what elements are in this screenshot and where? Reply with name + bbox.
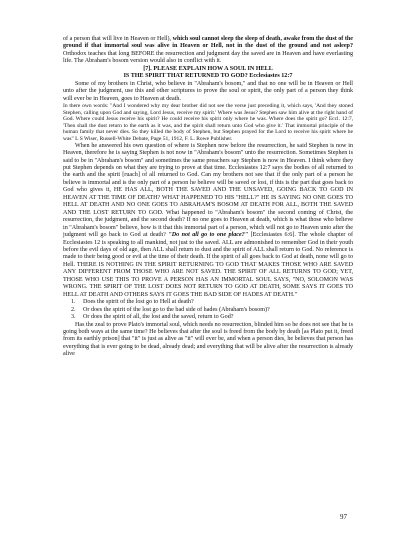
list-number: 1. xyxy=(71,299,76,306)
list-number: 2. xyxy=(71,306,76,313)
list-item xyxy=(71,314,353,321)
para1-tail: Orthodox teaches that long BEFORE the resurrection and judgment day the saved are in Heaven and have everlasting life. The Abraham's bosom version would also in conflict with it. xyxy=(63,50,353,65)
section-heading-line1: [7]. PLEASE EXPLAIN HOW A SOUL IN HELL xyxy=(143,65,273,72)
section-heading-line2: IS THE SPIRIT THAT RETURNED TO GOD? Ecclesiastes 12:7 xyxy=(123,73,293,80)
paragraph-continued xyxy=(63,36,353,66)
paragraph-3 xyxy=(63,143,353,300)
page-number: 97 xyxy=(340,513,347,521)
list-item-text: Or does the spirit of the lost go to the bad side of hades (Abraham's bosom)? xyxy=(83,306,270,313)
list-item xyxy=(71,306,353,314)
para3-main: When he answered his own question of where is Stephen now before the resurrection, he said Stephen is now in Heaven, therefore he is saying Stephen is not now in "Abraham's bosom" unto the resurrection. Sometimes Stephen is said to be in "Abraham's bosom" and sometimes the same preachers say Stephen is now in Heaven. I think where they put Stephen depends on what they are trying to prove at that time. Ecclesiastes 12:7 says the bodies of all returned to the earth and the spirit [ruach] of all returned to God. Can my brothers not see that if the only part of a person he believe is immortal and is the only part of a person he believe will be saved or lost, if this is the part that goes back to God who gives it, HE HAS ALL, BOTH THE SAVED AND THE UNSAVED, GOING BACK TO GOD IN HEAVEN AT THE TIME OF DEATH? WHAT HAPPENED TO HIS "HELL?" HE IS SAYING NO ONE GOES TO HELL AT DEATH AND NO ONE GOES TO ABRAHAM'S BOSOM AT DEATH FOR ALL, BOTH THE SAVED AND THE LOST RETURN TO GOD. What happened to "Abraham's bosom" the second coming of Christ, the resurrection, the judgment, and the second death? If no one goes to Heaven at death, which is what those who believe in "Abraham's bosom" believe, how is it that this immortal part of a person, which will not go to Heaven unto after the judgment will go back to God at death? xyxy=(63,142,353,239)
para3-tail: [Ecclesiastes 6:6]. The whole chapter of Ecclesiastes 12 is speaking to all mankind, not just to the saved. ALL are admonished to remember God in their youth before the evil days of old age, then ALL shall return to dust and the spirit of ALL shall return to God. No reference is made to their being good or evil at the time of their death. If the spirit of all goes back to God at death, none will go to Hell. THERE IS NOTHING IN THE SPIRIT RETURNING TO GOD THAT MAKES THOSE WHO ARE SAVED ANY DIFFERENT FROM THOSE WHO ARE NOT SAVED. THE SPIRIT OF ALL RETURNS TO GOD; YET, THOSE WHO USE THIS TO PROVE A PERSON HAS AN IMMORTAL SOUL SAYS, "NO, SOLOMON WAS WRONG. THE SPIRIT OF THE LOST DOES NOT RETURN TO GOD AT DEATH, SOME SAYS IT GOES TO HELL AT DEATH AND OTHERS SAYS IT GOES THE BAD SIDE OF HADES AT DEATH." xyxy=(63,232,353,298)
paragraph-4: Has the zeal to prove Plato's immortal soul, which needs no resurrection, blinded him so he does not see that he is going both ways at the same time? He believes that after the soul is freed from the body by death [as Plato put it, freed from its earthly prison] that "it" is just as alive as "it" will ever be, and when a person dies, he believes that person has everything that is ever going to be dead, already dead; and everything that will be alive after the resurrection is already alive xyxy=(63,321,353,358)
list-item-text: Or does the spirit of all, the lost and the saved, return to God? xyxy=(83,314,234,321)
para1-lead: of a person that will live in Heaven or Hell), xyxy=(63,36,173,42)
block-quote: In there own words: "And I wondered why my dear brother did not see the verse just preceding it, which says, 'And they stoned Stephen, calling upon God and saying, Lord Jesus, receive my spirit.' Where was Jesus? Stephen saw him alive at the right hand of God. Where could Jesus receive his spirit? He could receive his spirit only where he was. Where does the spirit go? Eccl. 12:7, 'Then shall the dust return to the earth as it was, and the spirit shall return unto God who give it.' That immortal principle of the human family that never dies. So they killed the body of Stephen, but Stephen prayed for the Lord to receive his spirit where he was" L S Wiser, Russell-White Debate, Page 51, 1912, F. L. Rowe Publisher. xyxy=(63,103,353,143)
para1-bold: which soul cannot sleep the sleep of death, awake from the dust of the ground if that immortal soul was alive in Heaven or Hell, not in the dust of the ground and not asleep? xyxy=(63,36,353,50)
list-number: 3. xyxy=(71,314,76,321)
body-text xyxy=(63,36,353,359)
list-item-text: Does the spirit of the lost go to Hell at death? xyxy=(83,299,194,306)
paragraph-2: Some of my brothers in Christ, who believe in "Abraham's bosom," and that no one will be in Heaven or Hell unto after the judgment, use this and other scriptures to prove the soul or spirit, the only part of a person they think will ever be in Heaven, goes to Heaven at death. xyxy=(63,80,353,102)
list-item xyxy=(71,299,353,306)
para3-italic: "Do not all go to one place?" xyxy=(168,232,249,239)
question-list xyxy=(63,299,353,321)
